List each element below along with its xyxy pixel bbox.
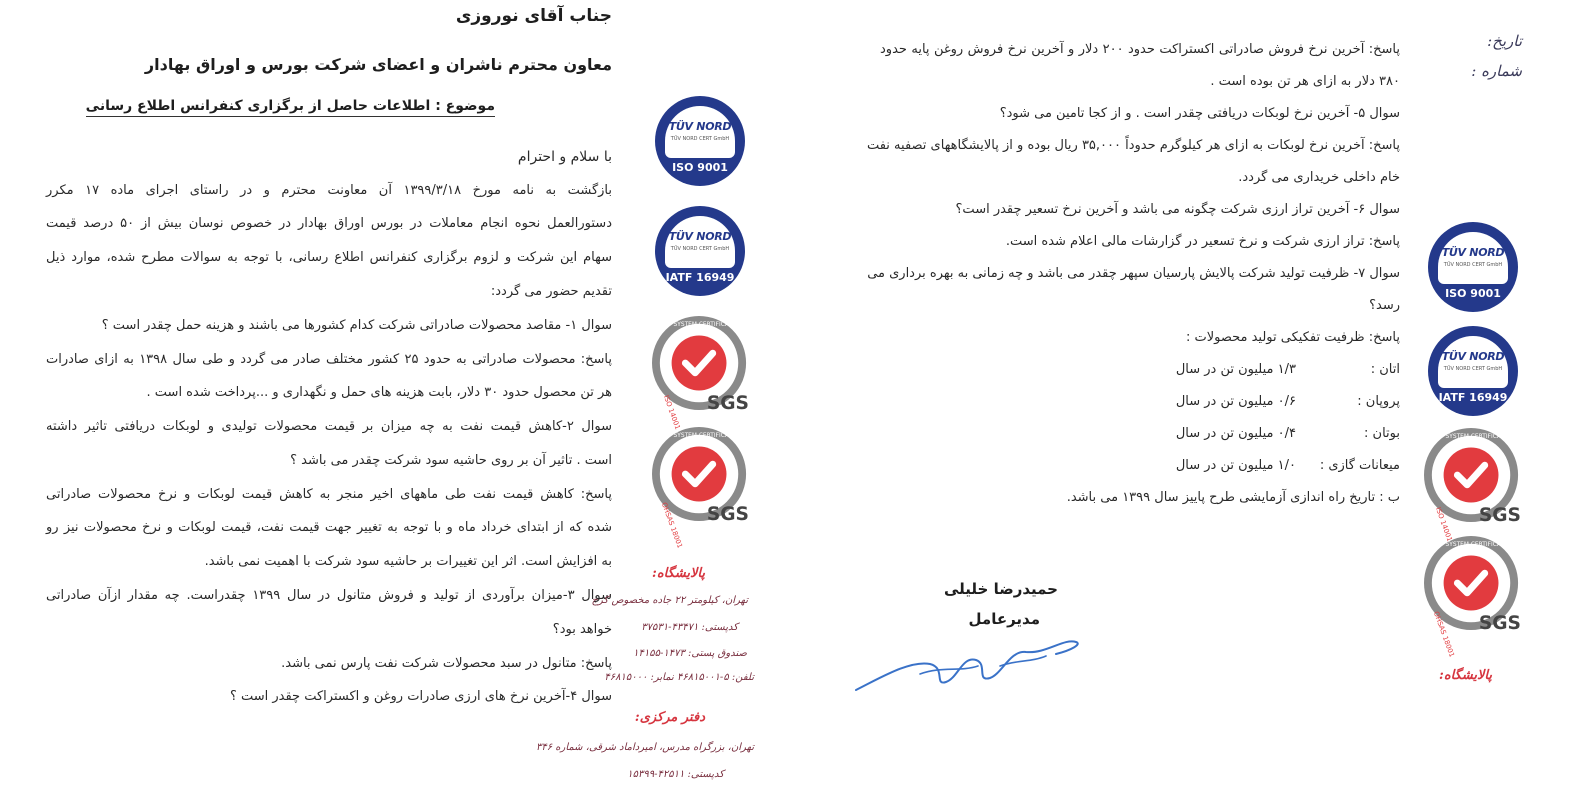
left-body-line: هر تن محصول حدود ۳۰ دلار، بابت هزینه های حمل و نگهداری و ...پرداخت شده است . [146, 385, 612, 400]
sgs-iso14001-seal [652, 314, 750, 431]
addressee: جناب آقای نوروزی [455, 6, 612, 26]
tuv-iso9001-seal: TÜV NORD TÜV NORD CERT GmbH ISO 9001 [655, 96, 745, 186]
left-body-line: دستورالعمل نحوه انجام معاملات در بورس اوراق بهادار در خصوص نوسان بیش از ۵۰ درصد قیمت [46, 216, 612, 231]
capacity-value: ۰/۴ میلیون تن در سال [1175, 426, 1296, 441]
right-body-line: خام داخلی خریداری می گردد. [1238, 170, 1400, 185]
tuv-iatf-seal: TÜV NORD TÜV NORD CERT GmbH IATF 16949 [655, 206, 745, 296]
right-body-line: پاسخ: تراز ارزی شرکت و نرخ تسعیر در گزارشات مالی اعلام شده است. [1005, 234, 1400, 249]
svg-text:SGS: SGS [706, 393, 749, 415]
capacity-name: میعانات گازی : [1319, 458, 1400, 473]
left-body-line: است . تاثیر آن بر روی حاشیه سود شرکت چقدر می باشد ؟ [290, 453, 612, 468]
svg-text:SGS: SGS [1478, 505, 1521, 527]
svg-text:SGS: SGS [706, 504, 749, 526]
office-address: تهران، بزرگراه مدرس، امیرداماد شرقی، شماره ۳۴۶ [535, 742, 754, 753]
refinery-label: پالایشگاه: [652, 566, 705, 581]
right-body-line: سوال ۶- آخرین تراز ارزی شرکت چگونه می باشد و آخرین نرخ تسعیر چقدر است؟ [955, 202, 1400, 217]
svg-text:OHSAS 18001: OHSAS 18001 [659, 501, 684, 550]
right-body-line: رسد؟ [1369, 298, 1400, 313]
left-body-line: پاسخ: کاهش قیمت نفت طی ماههای اخیر منجر به کاهش قیمت لوبکات و نرخ محصولات صادراتی [46, 487, 612, 502]
office-postal: کدپستی: ۴۲۵۱۱-۱۵۳۹۹ [627, 769, 724, 780]
right-body-line: پاسخ: آخرین نرخ فروش صادراتی اکستراکت حدود ۲۰۰ دلار و آخرین نرخ فروش روغن پایه حدود [880, 42, 1400, 57]
right-body-line: ۳۸۰ دلار به ازای هر تن بوده است . [1210, 74, 1400, 89]
right-body-line: پاسخ: ظرفیت تفکیکی تولید محصولات : [1185, 330, 1400, 345]
refinery-phone: تلفن: ۵-۴۶۸۱۵۰۰۱ نمابر: ۴۶۸۱۵۰۰۰ [604, 672, 754, 683]
left-body-line: پاسخ: محصولات صادراتی به حدود ۲۵ کشور مختلف صادر می گردد و طی سال ۱۳۹۸ به ازای صادرات [46, 352, 613, 367]
left-body-line: بازگشت به نامه مورخ ۱۳۹۹/۳/۱۸ آن معاونت محترم و در راستای اجرای ماده ۱۷ مکرر [46, 183, 612, 198]
svg-text:SYSTEM CERTIFICATION: SYSTEM CERTIFICATION [673, 321, 743, 328]
svg-text:ISO 14001: ISO 14001 [1433, 506, 1454, 543]
svg-text:ISO 14001: ISO 14001 [661, 394, 682, 431]
svg-text:SYSTEM CERTIFICATION: SYSTEM CERTIFICATION [1445, 433, 1515, 440]
subject-line [86, 98, 495, 114]
signature [850, 620, 1090, 700]
signer-name: حمیدرضا خلیلی [944, 580, 1058, 598]
capacity-name: بوتان : [1364, 426, 1400, 441]
capacity-value: ۱/۳ میلیون تن در سال [1175, 362, 1296, 377]
left-body-line: سوال ۴-آخرین نرخ های ارزی صادرات روغن و اکستراکت چقدر است ؟ [229, 689, 612, 704]
right-body-line: سوال ۵- آخرین نرخ لوبکات دریافتی چقدر است . و از کجا تامین می شود؟ [999, 106, 1400, 121]
svg-text:SYSTEM CERTIFICATION: SYSTEM CERTIFICATION [673, 432, 743, 439]
left-body-line: سهام این شرکت و لزوم برگزاری کنفرانس اطلاع رسانی، با توجه به سوالات مطرح شده، موارد ذیل [46, 250, 612, 265]
refinery-pobox: صندوق پستی: ۱۴۷۳-۱۴۱۵۵ [633, 648, 747, 659]
right-body-line: سوال ۷- ظرفیت تولید شرکت پالایش پارسیان سپهر چقدر می باشد و چه زمانی به بهره برداری می [867, 266, 1400, 281]
svg-text:SGS: SGS [1478, 613, 1521, 635]
left-body-line: سوال ۲-کاهش قیمت نفت به چه میزان بر قیمت محصولات تولیدی و لوبکات دریافتی تاثیر داشته [46, 419, 612, 434]
tuv-iatf-seal: TÜV NORD TÜV NORD CERT GmbH IATF 16949 [1428, 326, 1518, 416]
left-body-line: خواهد بود؟ [552, 622, 612, 637]
left-body-line: به افزایش است. اثر این تغییرات بر حاشیه سود شرکت با اهمیت نمی باشد. [204, 554, 612, 569]
recipient-title: معاون محترم ناشران و اعضای شرکت بورس و اوراق بهادار [144, 55, 612, 74]
subject-text: موضوع : اطلاعات حاصل از برگزاری کنفرانس اطلاع رسانی [86, 98, 495, 117]
left-body-line: سوال ۱- مقاصد محصولات صادراتی شرکت کدام کشورها می باشند و هزینه حمل چقدر است ؟ [101, 318, 612, 333]
capacity-name: پروپان : [1357, 394, 1400, 409]
capacity-name: اتان : [1370, 362, 1400, 377]
refinery-postal: کدپستی: ۴۳۴۷۱-۳۷۵۳۱ [641, 622, 738, 633]
office-label: دفتر مرکزی: [634, 710, 705, 725]
sgs-iso14001-seal [1424, 426, 1522, 543]
greeting: با سلام و احترام [517, 149, 612, 165]
svg-text:SYSTEM CERTIFICATION: SYSTEM CERTIFICATION [1445, 541, 1515, 548]
right-body-line: پاسخ: آخرین نرخ لوبکات به ازای هر کیلوگرم حدوداً ۳۵,۰۰۰ ریال بوده و از پالایشگاههای تصفیه نفت [866, 138, 1400, 153]
refinery-address: تهران، کیلومتر ۲۲ جاده مخصوص کرج [591, 595, 748, 606]
number-label: شماره : [1471, 62, 1522, 80]
right-refinery-label: پالایشگاه: [1439, 668, 1492, 683]
capacity-value: ۱/۰ میلیون تن در سال [1175, 458, 1296, 473]
capacity-value: ۰/۶ میلیون تن در سال [1175, 394, 1296, 409]
tuv-iso9001-seal: TÜV NORD TÜV NORD CERT GmbH ISO 9001 [1428, 222, 1518, 312]
svg-text:OHSAS 18001: OHSAS 18001 [1431, 610, 1456, 659]
left-body-line: تقدیم حضور می گردد: [490, 284, 612, 299]
sgs-ohsas-seal [652, 425, 750, 550]
date-label: تاریخ: [1487, 32, 1522, 50]
launch-date-line: ب : تاریخ راه اندازی آزمایشی طرح پاییز سال ۱۳۹۹ می باشد. [1066, 490, 1400, 505]
left-body-line: شده که از ابتدای خرداد ماه و با توجه به تغییر جهت قیمت نفت، قیمت لوبکات و نرخ محصولات نیز رو [46, 520, 612, 535]
left-body-line: سوال ۳-میزان برآوردی از تولید و فروش متانول در سال ۱۳۹۹ چقدراست. چه مقدار ازآن صادراتی [46, 588, 612, 603]
left-body-line: پاسخ: متانول در سبد محصولات شرکت نفت پارس نمی باشد. [281, 656, 612, 671]
sgs-ohsas-seal [1424, 534, 1522, 659]
signer-title: مدیرعامل [968, 610, 1040, 628]
